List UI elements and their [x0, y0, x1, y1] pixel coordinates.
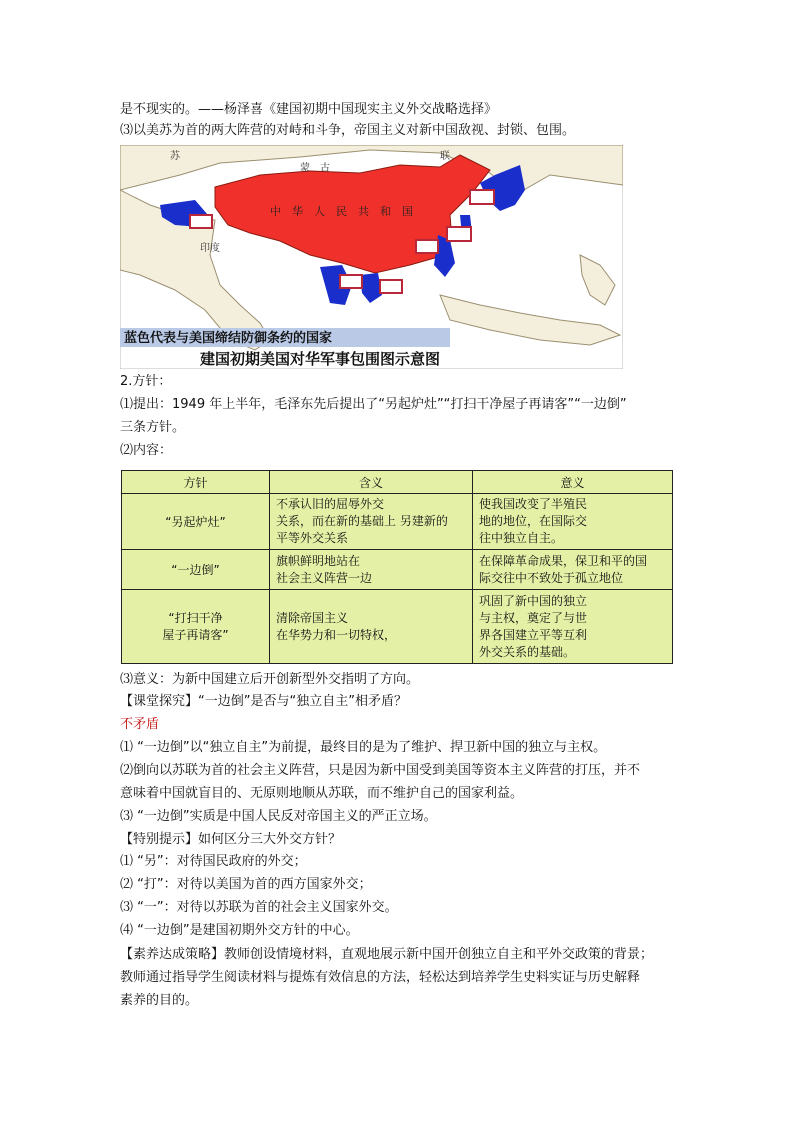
policy-significance: 在保障革命成果，保卫和平的国 际交往中不致处于孤立地位: [473, 550, 673, 590]
table-row: [122, 550, 673, 590]
label-lian: 联: [440, 151, 450, 162]
text-line: ⑶以美苏为首的两大阵营的对峙和斗争，帝国主义对新中国敌视、封锁、包围。: [120, 123, 576, 138]
strategy-line: 【素养达成策略】教师创设情境材料，直观地展示新中国开创独立自主和平外交政策的背景；: [120, 947, 654, 962]
text-line: ⑵ “打”：对待以美国为首的西方国家外交；: [120, 877, 372, 892]
label-su: 苏: [170, 151, 180, 162]
section-heading: 2.方针：: [120, 374, 172, 389]
text-line: ⑵内容：: [120, 443, 173, 458]
policy-significance: 使我国改变了半殖民 地的地位，在国际交 往中独立自主。: [473, 494, 673, 550]
text-line: ⑷ “一边倒”是建国初期外交方针的中心。: [120, 923, 359, 938]
map-caption: 建国初期美国对华军事包围图示意图: [200, 350, 441, 368]
policy-significance: 巩固了新中国的独立 与主权，奠定了与世 界各国建立平等互利 外交关系的基础。: [473, 590, 673, 664]
policy-table: [121, 470, 673, 664]
table-header: 含义: [270, 471, 473, 494]
policy-name: “一边倒”: [122, 550, 270, 590]
inquiry-heading: 【课堂探究】“一边倒”是否与“独立自主”相矛盾？: [120, 694, 407, 709]
tip-heading: 【特别提示】如何区分三大外交方针？: [120, 832, 342, 847]
answer-highlight: 不矛盾: [120, 717, 160, 732]
label-china: 中 华 人 民 共 和 国: [270, 205, 413, 218]
table-row: [122, 590, 673, 664]
text-line: 三条方针。: [120, 420, 186, 435]
text-line: ⑴提出：1949 年上半年，毛泽东先后提出了“另起炉灶”“打扫干净屋子再请客”“一边倒”: [120, 397, 627, 412]
text-line: ⑶ “一”：对待以苏联为首的社会主义国家外交。: [120, 900, 398, 915]
text-line: ⑶意义：为新中国建立后开创新型外交指明了方向。: [120, 672, 420, 687]
text-line: 教师通过指导学生阅读材料与提炼有效信息的方法，轻松达到培养学生史料实证与历史解释: [120, 970, 641, 985]
policy-meaning: 旗帜鲜明地站在 社会主义阵营一边: [270, 550, 473, 590]
table-header: 意义: [473, 471, 673, 494]
text-line: ⑶ “一边倒”实质是中国人民反对帝国主义的严正立场。: [120, 809, 437, 824]
policy-name: “另起炉灶”: [122, 494, 270, 550]
text-line: 是不现实的。——杨泽喜《建国初期中国现实主义外交战略选择》: [120, 102, 498, 117]
policy-name: “打扫干净 屋子再请客”: [122, 590, 270, 664]
text-line: ⑴ “一边倒”以“独立自主”为前提，最终目的是为了维护、捍卫新中国的独立与主权。: [120, 740, 607, 755]
encirclement-map: [120, 145, 623, 369]
table-header: 方针: [122, 471, 270, 494]
text-line: 意味着中国就盲目的、无原则地顺从苏联，而不维护自己的国家利益。: [120, 786, 524, 801]
table-row: [122, 494, 673, 550]
policy-meaning: 清除帝国主义 在华势力和一切特权，: [270, 590, 473, 664]
label-mongolia: 蒙 古: [300, 163, 330, 174]
map-legend: 蓝色代表与美国缔结防御条约的国家: [124, 331, 333, 346]
policy-meaning: 不承认旧的屈辱外交 关系，而在新的基础上 另建新的 平等外交关系: [270, 494, 473, 550]
label-india: 印度: [200, 243, 220, 254]
text-line: ⑵倒向以苏联为首的社会主义阵营，只是因为新中国受到美国等资本主义阵营的打压，并不: [120, 763, 641, 778]
text-line: 素养的目的。: [120, 993, 199, 1008]
text-line: ⑴ “另”：对待国民政府的外交；: [120, 854, 307, 869]
